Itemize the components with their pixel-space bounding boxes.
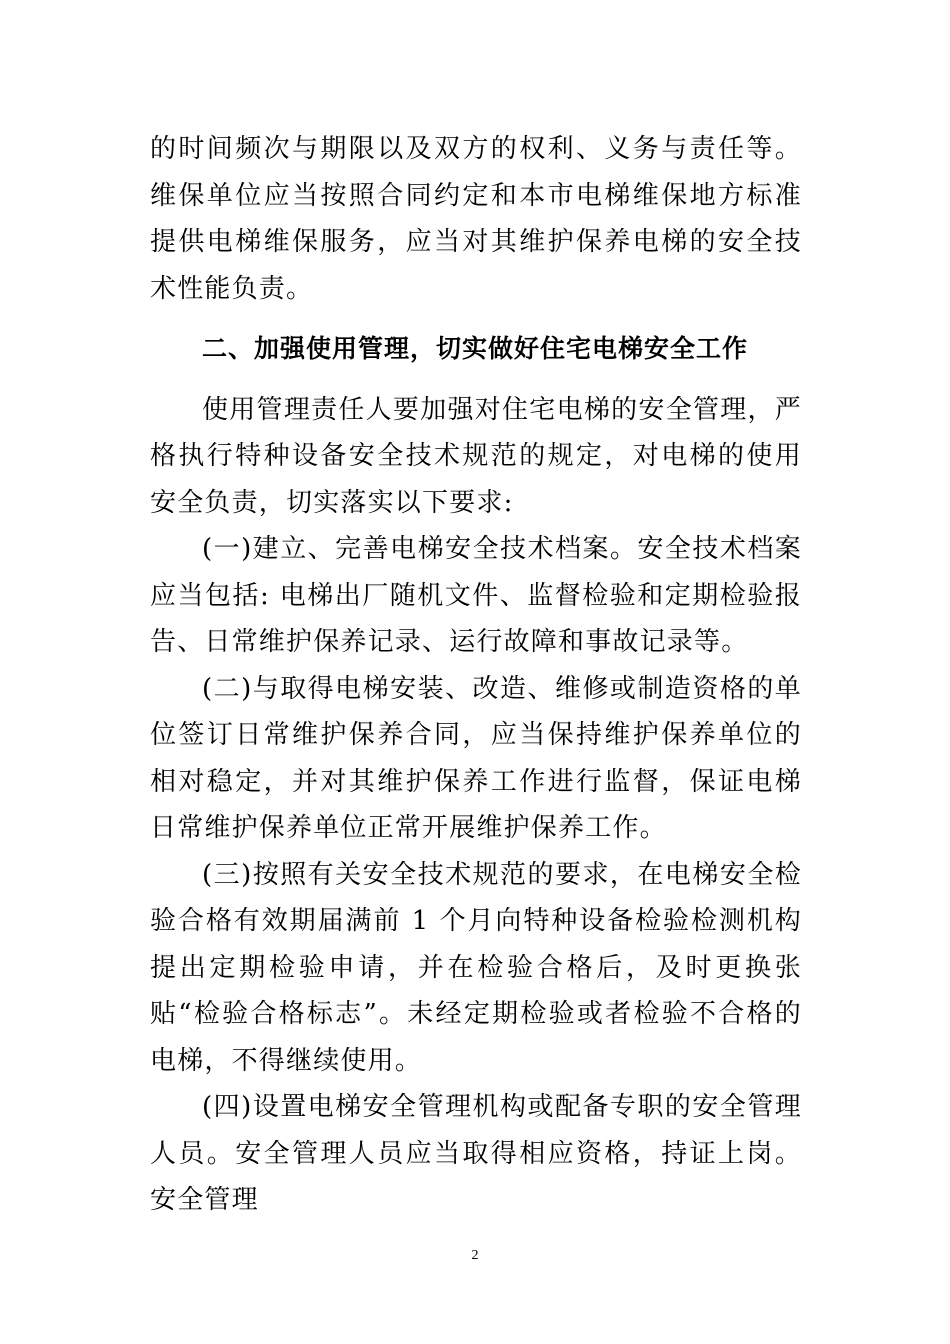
paragraph-contract-continuation: 的时间频次与期限以及双方的权利、义务与责任等。维保单位应当按照合同约定和本市电梯维保地方标准提供电梯维保服务，应当对其维护保养电梯的安全技术性能负责。 xyxy=(150,134,802,304)
paragraph-item-4: (四)设置电梯安全管理机构或配备专职的安全管理人员。安全管理人员应当取得相应资格，持证上岗。安全管理 xyxy=(150,1092,802,1215)
section-heading: 二、加强使用管理，切实做好住宅电梯安全工作 xyxy=(202,334,749,363)
paragraph-item-2: (二)与取得电梯安装、改造、维修或制造资格的单位签订日常维护保养合同，应当保持维护保养单位的相对稳定，并对其维护保养工作进行监督，保证电梯日常维护保养单位正常开展维护保养工作。 xyxy=(150,673,802,843)
paragraph-item-3: (三)按照有关安全技术规范的要求，在电梯安全检验合格有效期届满前 1 个月向特种设备检验检测机构提出定期检验申请，并在检验合格后，及时更换张贴“检验合格标志”。未经定期检验或者检验不合格的电梯，不得继续使用。 xyxy=(150,859,802,1076)
document-body xyxy=(150,126,802,1224)
paragraph-management-intro: 使用管理责任人要加强对住宅电梯的安全管理，严格执行特种设备安全技术规范的规定，对电梯的使用安全负责，切实落实以下要求: xyxy=(150,394,802,518)
page-number: 2 xyxy=(471,1248,479,1263)
paragraph-item-1: (一)建立、完善电梯安全技术档案。安全技术档案应当包括: 电梯出厂随机文件、监督检验和定期检验报告、日常维护保养记录、运行故障和事故记录等。 xyxy=(150,534,802,657)
